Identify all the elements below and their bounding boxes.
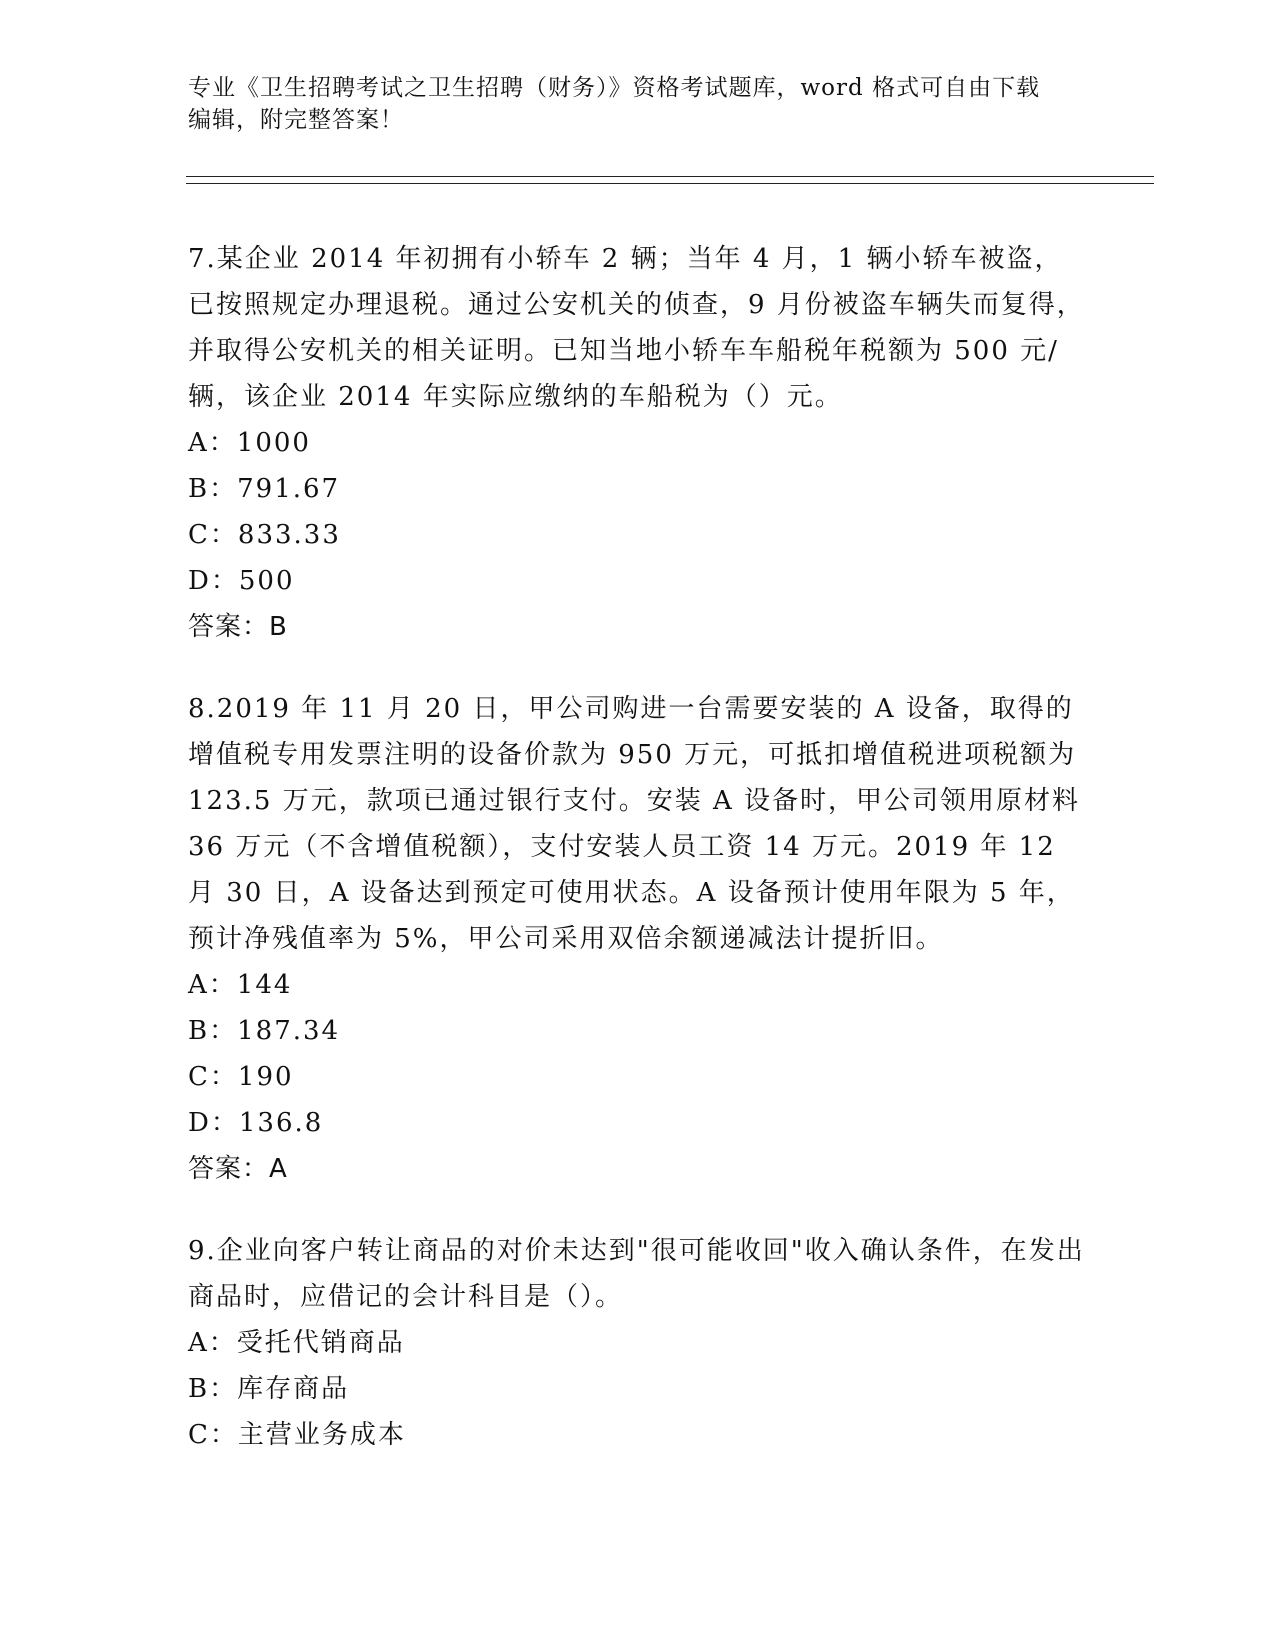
option-a: [188, 962, 1088, 1008]
option-text: 136.8: [238, 1108, 324, 1138]
option-letter: B：: [188, 474, 238, 504]
question-stem: 7.某企业 2014 年初拥有小轿车 2 辆；当年 4 月，1 辆小轿车被盗，已按照规定办理退税。通过公安机关的侦查，9 月份被盗车辆失而复得，并取得公安机关的相关证明。已知当地小轿车车船税年税额为 500 元/辆，该企业 2014 年实际应缴纳的车船税为（）元。: [188, 244, 1085, 412]
option-b: [188, 1366, 1088, 1412]
option-text: 主营业务成本: [237, 1420, 406, 1450]
header-divider: [186, 176, 1154, 184]
question-stem: 9.企业向客户转让商品的对价未达到"很可能收回"收入确认条件，在发出商品时，应借记的会计科目是（）。: [188, 1236, 1085, 1312]
question-list: [188, 236, 1088, 1494]
option-text: 791.67: [237, 474, 341, 504]
option-letter: A：: [188, 428, 237, 458]
option-a: [188, 1320, 1088, 1366]
option-text: 833.33: [237, 520, 341, 550]
option-d: [188, 1100, 1088, 1146]
question-9: [188, 1228, 1088, 1458]
option-d: [188, 558, 1088, 604]
question-7: [188, 236, 1088, 650]
answer-line: 答案：B: [188, 612, 288, 642]
option-letter: D：: [188, 1108, 239, 1138]
question-8: [188, 686, 1088, 1192]
option-letter: C：: [188, 1420, 238, 1450]
option-c: [188, 512, 1088, 558]
option-letter: A：: [188, 970, 237, 1000]
option-letter: C：: [188, 1062, 238, 1092]
option-text: 190: [237, 1062, 294, 1092]
option-c: [188, 1054, 1088, 1100]
option-letter: C：: [188, 520, 238, 550]
option-c: [188, 1412, 1088, 1458]
option-text: 500: [238, 566, 295, 596]
option-letter: D：: [188, 566, 239, 596]
option-a: [188, 420, 1088, 466]
option-b: [188, 1008, 1088, 1054]
question-stem: 8.2019 年 11 月 20 日，甲公司购进一台需要安装的 A 设备，取得的增值税专用发票注明的设备价款为 950 万元，可抵扣增值税进项税额为 123.5 万元，款项已通过银行支付。安装 A 设备时，甲公司领用原材料 36 万元（不含增值税额），支付安装人员工资 14 万元。2019 年 12 月 30 日，A 设备达到预定可使用状态。A 设备预计使用年限为 5 年，预计净残值率为 5%，甲公司采用双倍余额递减法计提折旧。: [188, 694, 1081, 954]
option-letter: A：: [188, 1328, 237, 1358]
answer-line: 答案：A: [188, 1154, 288, 1184]
option-text: 144: [236, 970, 293, 1000]
option-text: 受托代销商品: [236, 1328, 405, 1358]
document-header: [188, 72, 1088, 136]
option-text: 1000: [236, 428, 311, 458]
option-b: [188, 466, 1088, 512]
option-letter: B：: [188, 1374, 238, 1404]
option-text: 187.34: [237, 1016, 341, 1046]
header-line-2: 编辑，附完整答案！: [188, 107, 404, 133]
option-text: 库存商品: [237, 1374, 350, 1404]
option-letter: B：: [188, 1016, 238, 1046]
header-line-1: 专业《卫生招聘考试之卫生招聘（财务）》资格考试题库，word 格式可自由下载: [188, 75, 1041, 101]
